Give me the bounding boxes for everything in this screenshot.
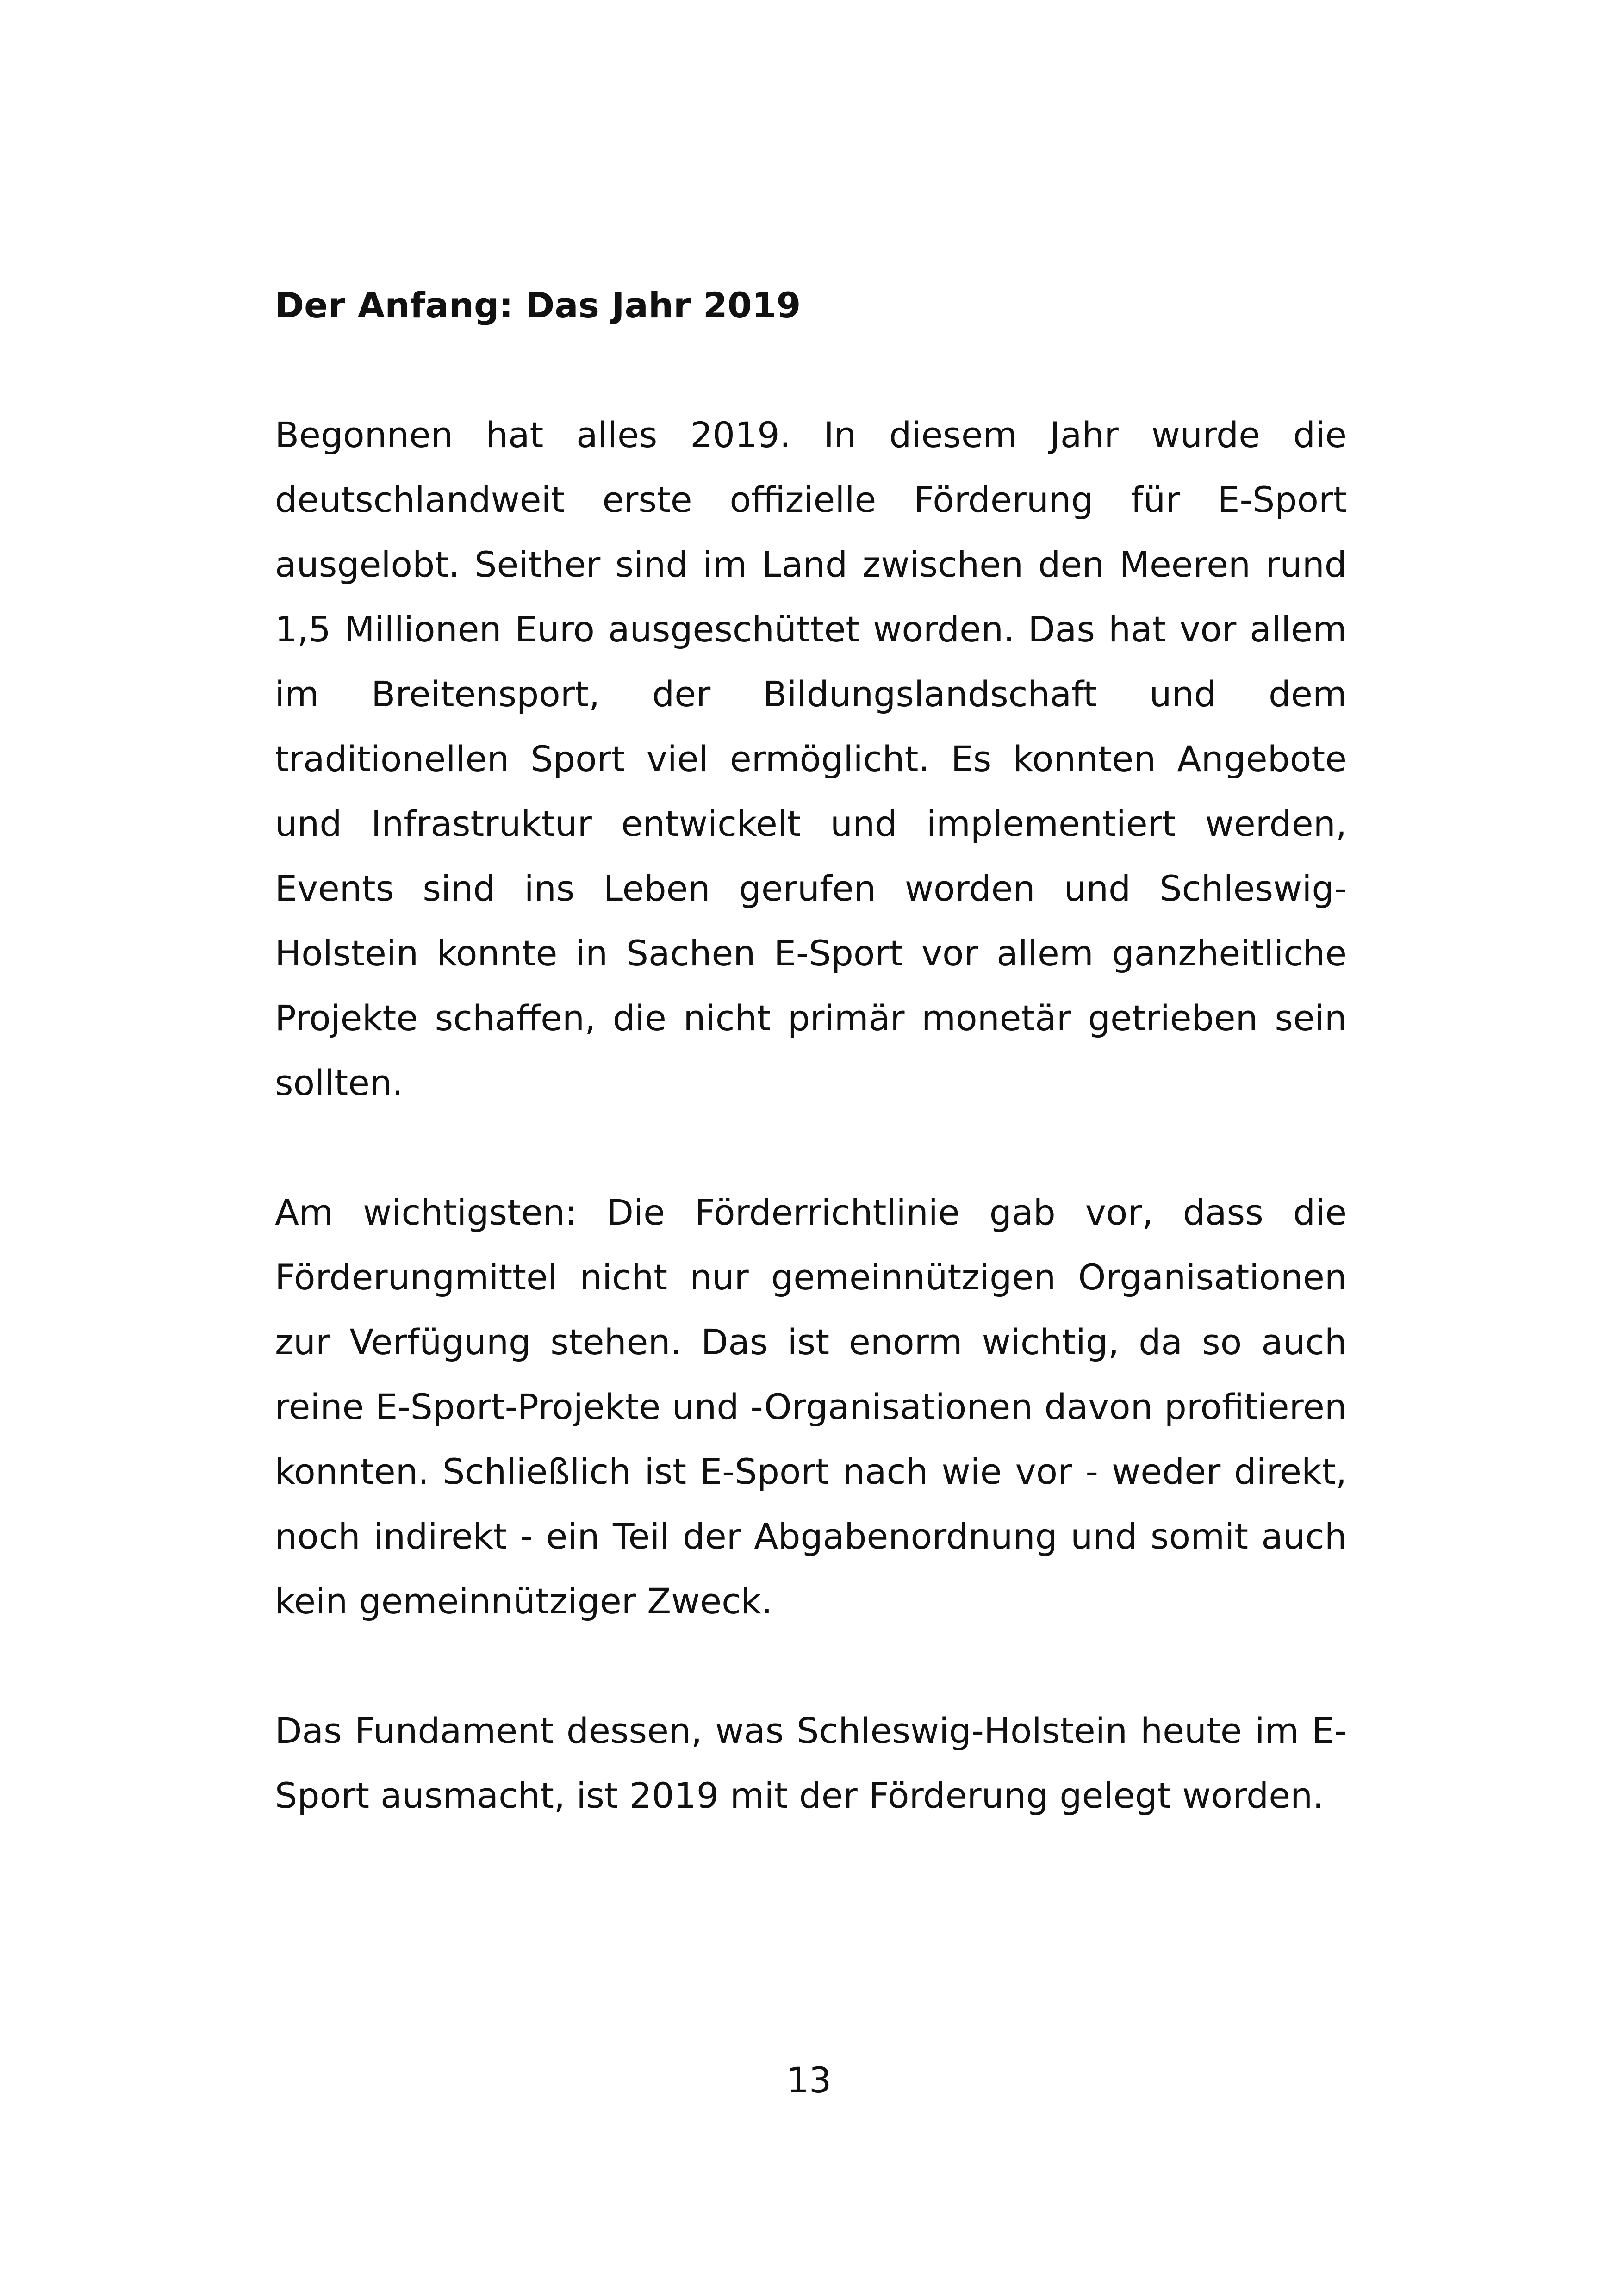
paragraph-1: Begonnen hat alles 2019. In diesem Jahr wurde die deutschlandweit erste offizielle Förderung für E-Sport ausgelobt. Seither sind im Land zwischen den Meeren rund 1,5 Millionen Euro ausgeschüttet worden. Das hat vor allem im Breitensport, der Bildungslandschaft und dem traditionellen Sport viel ermöglicht. Es konnten Angebote und Infrastruktur entwickelt und implementiert werden, Events sind ins Leben gerufen worden und Schleswig-Holstein konnte in Sachen E-Sport vor allem ganzheitliche Projekte schaffen, die nicht primär monetär getrieben sein sollten.: [275, 414, 1347, 1103]
section-heading: Der Anfang: Das Jahr 2019: [275, 285, 801, 326]
paragraph-3: Das Fundament dessen, was Schleswig-Holstein heute im E-Sport ausmacht, ist 2019 mit der Förderung gelegt worden.: [275, 1710, 1347, 1816]
paragraph-2: Am wichtigsten: Die Förderrichtlinie gab vor, dass die Förderungmittel nicht nur gemeinnützigen Organisationen zur Verfügung stehen. Das ist enorm wichtig, da so auch reine E-Sport-Projekte und -Organisationen davon profitieren konnten. Schließlich ist E-Sport nach wie vor - weder direkt, noch indirekt - ein Teil der Abgabenordnung und somit auch kein gemeinnütziger Zweck.: [275, 1192, 1347, 1622]
page-number: 13: [786, 2060, 832, 2101]
text-body: [275, 273, 1347, 1828]
